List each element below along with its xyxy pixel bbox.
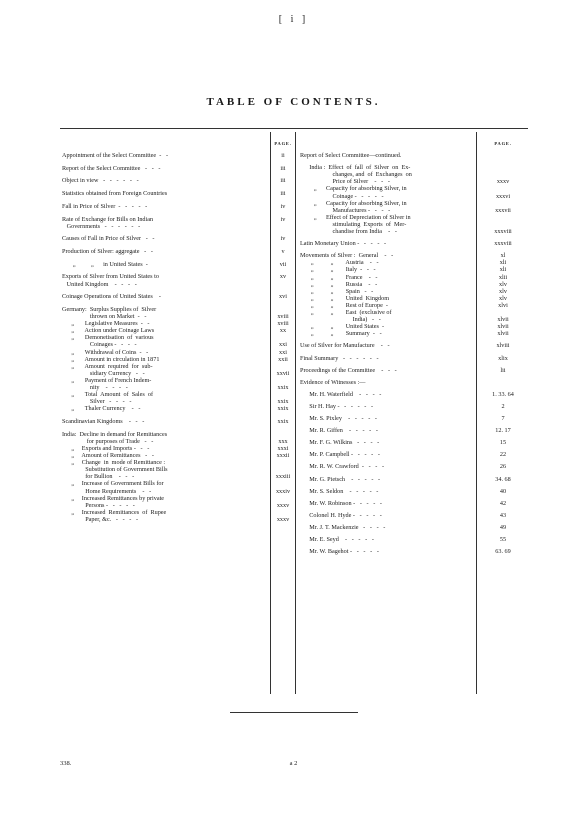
- toc-entry-line: [300, 185, 407, 192]
- toc-entry-line: [62, 320, 149, 327]
- toc-entry-line: [62, 480, 164, 487]
- toc-entry-text: Coinage Operations of United States -: [62, 293, 161, 301]
- toc-entry-line: [62, 391, 153, 398]
- toc-entry-text: changes, and of Exchanges on: [300, 171, 412, 179]
- toc-page-ref: xv: [279, 273, 287, 281]
- toc-entry-line: [300, 281, 377, 288]
- toc-entry-text: „ Increased Remittances of Rupee: [62, 508, 167, 516]
- toc-page-ref: 42: [499, 499, 507, 507]
- toc-page-ref: 12. 17: [495, 427, 511, 435]
- toc-entry-line: [62, 495, 164, 502]
- toc-entry-text: Mr. W. Robinson - - - - -: [300, 499, 382, 507]
- page-column-heading-right: PAGE.: [494, 141, 512, 146]
- toc-entry-text: „ „ Austria - -: [300, 259, 379, 267]
- toc-entry-text: nity - - - -: [62, 384, 128, 391]
- toc-page-ref: xxxv: [496, 178, 510, 186]
- toc-entry-line: [300, 178, 390, 185]
- toc-entry-text: „ „ Summary - -: [300, 330, 382, 338]
- toc-entry-line: [300, 228, 397, 235]
- toc-entry-text: „ Total Amount of Sales of: [62, 391, 154, 399]
- toc-entry-text: Mr. G. Pietsch - - - - -: [300, 475, 381, 483]
- toc-entry-text: Latin Monetary Union - - - - -: [300, 240, 387, 248]
- toc-entry-text: Mr. P. Campbell - - - - -: [300, 451, 380, 459]
- toc-entry-line: [62, 223, 140, 230]
- toc-entry-line: [62, 248, 153, 255]
- left-page-column-rule-b: [295, 132, 296, 694]
- toc-entry-text: „ „ Italy - - -: [300, 266, 376, 274]
- toc-entry-text: „ „ Spain - -: [300, 287, 374, 295]
- toc-entry-text: Proceedings of the Committee - - -: [300, 366, 397, 374]
- toc-entry-text: „ Amount of Remittances - -: [62, 452, 154, 459]
- toc-entry-text: Statistics obtained from Foreign Countries: [62, 190, 168, 198]
- toc-entry-line: [300, 214, 411, 221]
- toc-page-ref: 26: [499, 463, 507, 471]
- toc-entry-line: [62, 306, 156, 313]
- toc-entry-text: Manufactures - - - -: [300, 206, 391, 214]
- toc-entry-line: [300, 240, 386, 247]
- toc-entry-line: [300, 288, 373, 295]
- toc-entry-line: [300, 536, 374, 543]
- toc-entry-text: chandise from India - -: [300, 228, 397, 235]
- toc-entry-line: [62, 398, 131, 405]
- toc-entry-text: Fall in Price of Silver - - - - -: [62, 202, 148, 210]
- toc-entry-line: [62, 190, 167, 197]
- toc-entry-line: [300, 252, 393, 259]
- toc-entry-text: Germany: Surplus Supplies of Silver: [62, 305, 157, 313]
- toc-entry-line: [300, 415, 377, 422]
- toc-entry-line: [300, 488, 378, 495]
- toc-entry-text: „ Action under Coinage Laws: [62, 327, 155, 335]
- toc-entry-line: [62, 502, 135, 509]
- toc-entry-line: [62, 452, 154, 459]
- toc-page-ref: xxi: [279, 348, 287, 356]
- toc-entry-text: „ Demonetisation of various: [62, 334, 154, 342]
- toc-entry-text: Final Summary - - - - - -: [300, 354, 379, 362]
- toc-entry-text: „ Capacity for absorbing Silver, in: [300, 185, 407, 193]
- toc-entry-text: Mr. E. Seyd - - - - -: [300, 536, 374, 543]
- toc-entry-text: Price of Silver - - -: [300, 178, 390, 186]
- toc-entry-line: [300, 259, 379, 266]
- toc-page-ref: iv: [280, 215, 286, 223]
- toc-page-ref: xlv: [499, 287, 507, 295]
- toc-page-ref: 49: [499, 523, 507, 531]
- toc-entry-text: „ Payment of French Indem-: [62, 376, 152, 384]
- toc-page-ref: 7: [501, 415, 505, 422]
- toc-entry-text: Report of the Select Committee - - -: [62, 164, 161, 172]
- toc-entry-line: [62, 281, 137, 288]
- end-rule: [230, 712, 358, 713]
- toc-page-ref: 1. 33. 64: [492, 390, 514, 398]
- toc-page-ref: iii: [280, 164, 286, 172]
- left-page-column-rule-a: [270, 132, 271, 694]
- toc-page-ref: xlvii: [497, 330, 509, 338]
- toc-entry-text: India: Decline in demand for Remittances: [62, 430, 168, 438]
- toc-entry-line: [300, 476, 380, 483]
- toc-page-ref: xxxv: [276, 515, 290, 523]
- toc-entry-line: [300, 295, 389, 302]
- toc-page-ref: xxxi: [277, 444, 289, 452]
- toc-entry-text: „ Withdrawal of Coins - -: [62, 348, 149, 356]
- toc-page-ref: xxxvi: [495, 192, 511, 200]
- toc-entry-line: [62, 431, 167, 438]
- toc-entry-line: [62, 349, 148, 356]
- toc-entry-text: stimulating Exports of Mer-: [300, 220, 407, 228]
- toc-entry-line: [62, 363, 153, 370]
- toc-entry-line: [62, 177, 139, 184]
- toc-entry-line: [300, 309, 392, 316]
- toc-entry-line: [300, 427, 378, 434]
- toc-entry-text: „ „ France - -: [300, 273, 378, 281]
- toc-entry-text: „ Effect of Depreciation of Silver in: [300, 213, 411, 221]
- toc-entry-text: for Bullion - - -: [62, 473, 135, 481]
- toc-entry-text: „ „ United Kingdom: [300, 294, 390, 302]
- toc-page-ref: xlv: [499, 294, 507, 302]
- toc-entry-line: [62, 516, 138, 523]
- toc-entry-line: [300, 403, 373, 410]
- header-rule: [60, 128, 528, 129]
- toc-entry-line: [300, 266, 376, 273]
- toc-page-ref: vii: [279, 260, 287, 268]
- toc-entry-line: [300, 439, 379, 446]
- toc-entry-line: [300, 500, 382, 507]
- toc-page-ref: 55: [499, 536, 507, 543]
- toc-page-ref: 43: [499, 511, 507, 519]
- toc-entry-text: „ „ in United States -: [62, 260, 148, 268]
- toc-entry-line: [300, 316, 381, 323]
- right-page-column-rule: [476, 132, 477, 694]
- toc-page-ref: xxxvii: [495, 206, 511, 214]
- toc-entry-line: [62, 327, 154, 334]
- toc-entry-line: [300, 152, 401, 159]
- toc-entry-text: Mr. F. G. Wilkins - - - -: [300, 439, 380, 447]
- toc-entry-text: „ „ Russia - -: [300, 280, 378, 288]
- toc-page-ref: xxxviii: [494, 240, 512, 248]
- toc-entry-line: [300, 330, 382, 337]
- toc-page-ref: xlii: [498, 273, 508, 281]
- toc-page-ref: 40: [499, 487, 507, 495]
- toc-entry-text: „ Increased Remittances by private: [62, 494, 165, 502]
- toc-entry-text: Appointment of the Select Committee - -: [62, 152, 169, 159]
- toc-entry-line: [62, 459, 165, 466]
- toc-entry-line: [62, 341, 137, 348]
- toc-page-ref: 2: [501, 402, 505, 410]
- toc-entry-line: [300, 367, 397, 374]
- toc-page-ref: iv: [280, 235, 286, 243]
- toc-page-ref: xxix: [277, 398, 289, 406]
- toc-page-ref: xxvii: [276, 369, 290, 377]
- toc-entry-text: Mr. J. T. Mackenzie - - - -: [300, 523, 386, 531]
- toc-entry-line: [62, 203, 147, 210]
- toc-page-ref: 22: [499, 451, 507, 459]
- toc-entry-text: Substitution of Government Bills: [62, 466, 168, 474]
- toc-entry-text: Coinage - - - - -: [300, 192, 384, 200]
- toc-entry-line: [62, 216, 153, 223]
- toc-page-ref: 34. 68: [495, 475, 511, 483]
- toc-entry-text: for purposes of Trade - -: [62, 437, 154, 445]
- toc-entry-line: [300, 379, 365, 386]
- toc-entry-line: [300, 164, 410, 171]
- toc-page-ref: xviii: [277, 313, 289, 320]
- toc-entry-line: [62, 313, 146, 320]
- toc-page-ref: v: [281, 248, 285, 255]
- toc-entry-text: „ „ East (exclusive of: [300, 309, 392, 316]
- toc-page-ref: ii: [281, 152, 285, 159]
- toc-entry-line: [300, 302, 388, 309]
- toc-page-ref: xlvii: [497, 316, 509, 324]
- page-title: TABLE OF CONTENTS.: [206, 96, 381, 108]
- toc-page-ref: iv: [280, 202, 286, 210]
- toc-page-ref: xvi: [279, 293, 287, 301]
- toc-page-ref: iii: [280, 177, 286, 185]
- toc-entry-line: [300, 548, 379, 555]
- toc-page-ref: xlix: [498, 354, 508, 362]
- toc-entry-text: Movements of Silver : General - -: [300, 252, 394, 260]
- toc-entry-text: Object in view - - - - - -: [62, 177, 139, 185]
- toc-entry-line: [62, 509, 166, 516]
- toc-page-ref: xxi: [279, 341, 287, 349]
- toc-page-ref: xli: [499, 266, 507, 274]
- toc-entry-line: [300, 463, 384, 470]
- toc-entry-line: [300, 274, 378, 281]
- toc-entry-text: Evidence of Witnesses :—: [300, 378, 366, 386]
- toc-entry-text: Mr. R. Giffen - - - - -: [300, 427, 378, 435]
- toc-entry-text: Persons - - - - -: [62, 501, 135, 509]
- toc-entry-line: [62, 405, 140, 412]
- toc-entry-line: [62, 473, 134, 480]
- toc-entry-line: [300, 524, 385, 531]
- toc-entry-text: Coinages - - - -: [62, 341, 137, 349]
- page-marker: [ i ]: [278, 14, 309, 25]
- toc-entry-line: [62, 293, 161, 300]
- toc-entry-line: [300, 355, 379, 362]
- toc-entry-text: Paper, &c. - - - -: [62, 515, 139, 523]
- toc-entry-text: „ Legislative Measures - -: [62, 320, 150, 328]
- toc-entry-text: Mr. R. W. Crawford - - - -: [300, 463, 385, 471]
- toc-entry-text: „ Change in mode of Remittance :: [62, 459, 166, 467]
- toc-page-ref: xxix: [277, 418, 289, 425]
- footer-left: 338.: [60, 760, 72, 767]
- toc-entry-line: [62, 261, 148, 268]
- toc-page-ref: xlv: [499, 280, 507, 288]
- toc-entry-line: [300, 221, 406, 228]
- toc-entry-line: [62, 488, 151, 495]
- toc-entry-line: [300, 171, 412, 178]
- toc-page-ref: xxxii: [276, 452, 290, 459]
- toc-page-ref: lii: [500, 366, 506, 374]
- toc-page-ref: xxix: [277, 384, 289, 391]
- toc-entry-text: sidiary Currency - -: [62, 369, 145, 377]
- toc-entry-text: „ Amount required for sub-: [62, 362, 153, 370]
- toc-entry-text: „ Thaler Currency - -: [62, 405, 141, 413]
- toc-entry-text: Mr. S. Seldon - - - - -: [300, 487, 379, 495]
- toc-entry-line: [300, 200, 407, 207]
- toc-page-ref: xxii: [278, 355, 288, 363]
- toc-entry-text: „ Capacity for absorbing Silver, in: [300, 199, 407, 207]
- toc-entry-line: [62, 356, 159, 363]
- toc-entry-line: [300, 207, 390, 214]
- toc-entry-text: Mr. S. Pixley - - - - -: [300, 415, 377, 422]
- toc-entry-line: [62, 377, 151, 384]
- toc-entry-line: [62, 334, 154, 341]
- toc-entry-line: [62, 235, 154, 242]
- toc-page-ref: xx: [279, 327, 287, 335]
- toc-entry-text: „ „ Rest of Europe -: [300, 301, 388, 309]
- toc-page-ref: xlviii: [496, 342, 510, 350]
- toc-entry-text: „ „ United States -: [300, 323, 385, 331]
- toc-entry-line: [300, 342, 390, 349]
- toc-entry-text: Mr. W. Bagehot - - - - -: [300, 548, 379, 556]
- toc-entry-text: Mr. H. Waterfield - - - -: [300, 390, 382, 398]
- toc-page-ref: iii: [280, 190, 286, 198]
- toc-page-ref: xxxiv: [275, 487, 291, 495]
- toc-entry-text: Sir H. Hay - - - - - -: [300, 402, 374, 410]
- toc-entry-text: United Kingdom - - - -: [62, 280, 137, 288]
- toc-entry-text: Scandinavian Kingdoms - - -: [62, 418, 145, 425]
- toc-entry-text: Report of Select Committee—continued.: [300, 152, 402, 159]
- toc-entry-text: Colonel H. Hyde - - - - -: [300, 511, 382, 519]
- toc-entry-text: Silver - - - -: [62, 398, 132, 406]
- toc-entry-line: [300, 512, 382, 519]
- toc-page-ref: 63. 69: [495, 548, 511, 556]
- toc-entry-line: [62, 165, 160, 172]
- toc-entry-line: [62, 466, 168, 473]
- toc-entry-text: Use of Silver for Manufacture - -: [300, 342, 390, 350]
- toc-page-ref: 15: [499, 439, 507, 447]
- toc-entry-text: Causes of Fall in Price of Silver - -: [62, 235, 155, 243]
- toc-entry-text: thrown on Market - -: [62, 313, 147, 320]
- toc-entry-text: „ Amount in circulation in 1871: [62, 355, 160, 363]
- toc-entry-line: [62, 445, 149, 452]
- toc-entry-line: [300, 323, 384, 330]
- toc-entry-text: Exports of Silver from United States to: [62, 273, 159, 281]
- toc-page-ref: xviii: [277, 320, 289, 328]
- toc-page-ref: xxx: [278, 437, 288, 445]
- toc-page-ref: xxxiii: [275, 473, 291, 481]
- toc-entry-line: [300, 451, 380, 458]
- toc-entry-text: Production of Silver: aggregate - -: [62, 248, 153, 255]
- toc-entry-line: [62, 418, 144, 425]
- toc-entry-text: Rate of Exchange for Bills on Indian: [62, 215, 154, 223]
- toc-page-ref: xxxv: [276, 501, 290, 509]
- page-column-heading-left: PAGE.: [274, 141, 292, 146]
- toc-entry-line: [62, 152, 168, 159]
- toc-page-ref: xlvii: [497, 323, 509, 331]
- toc-entry-text: „ Exports and Imports - - -: [62, 444, 150, 452]
- toc-entry-line: [300, 391, 381, 398]
- toc-entry-text: India : Effect of fall of Silver on Ex-: [300, 164, 411, 172]
- footer-page-number: a 2: [289, 760, 298, 767]
- toc-entry-text: Governments - - - - - -: [62, 222, 141, 230]
- toc-page-ref: xli: [499, 259, 507, 267]
- toc-entry-line: [62, 438, 153, 445]
- toc-page-ref: xl: [500, 252, 506, 260]
- toc-entry-line: [62, 370, 145, 377]
- toc-entry-line: [62, 384, 128, 391]
- toc-entry-text: Home Requirements - -: [62, 487, 152, 495]
- toc-entry-line: [300, 193, 384, 200]
- toc-entry-line: [62, 273, 159, 280]
- toc-page-ref: xlvi: [498, 301, 508, 309]
- toc-entry-text: India) - -: [300, 316, 381, 324]
- toc-entry-text: „ Increase of Government Bills for: [62, 480, 164, 488]
- toc-page-ref: xxix: [277, 405, 289, 413]
- toc-page-ref: xxxviii: [494, 228, 512, 235]
